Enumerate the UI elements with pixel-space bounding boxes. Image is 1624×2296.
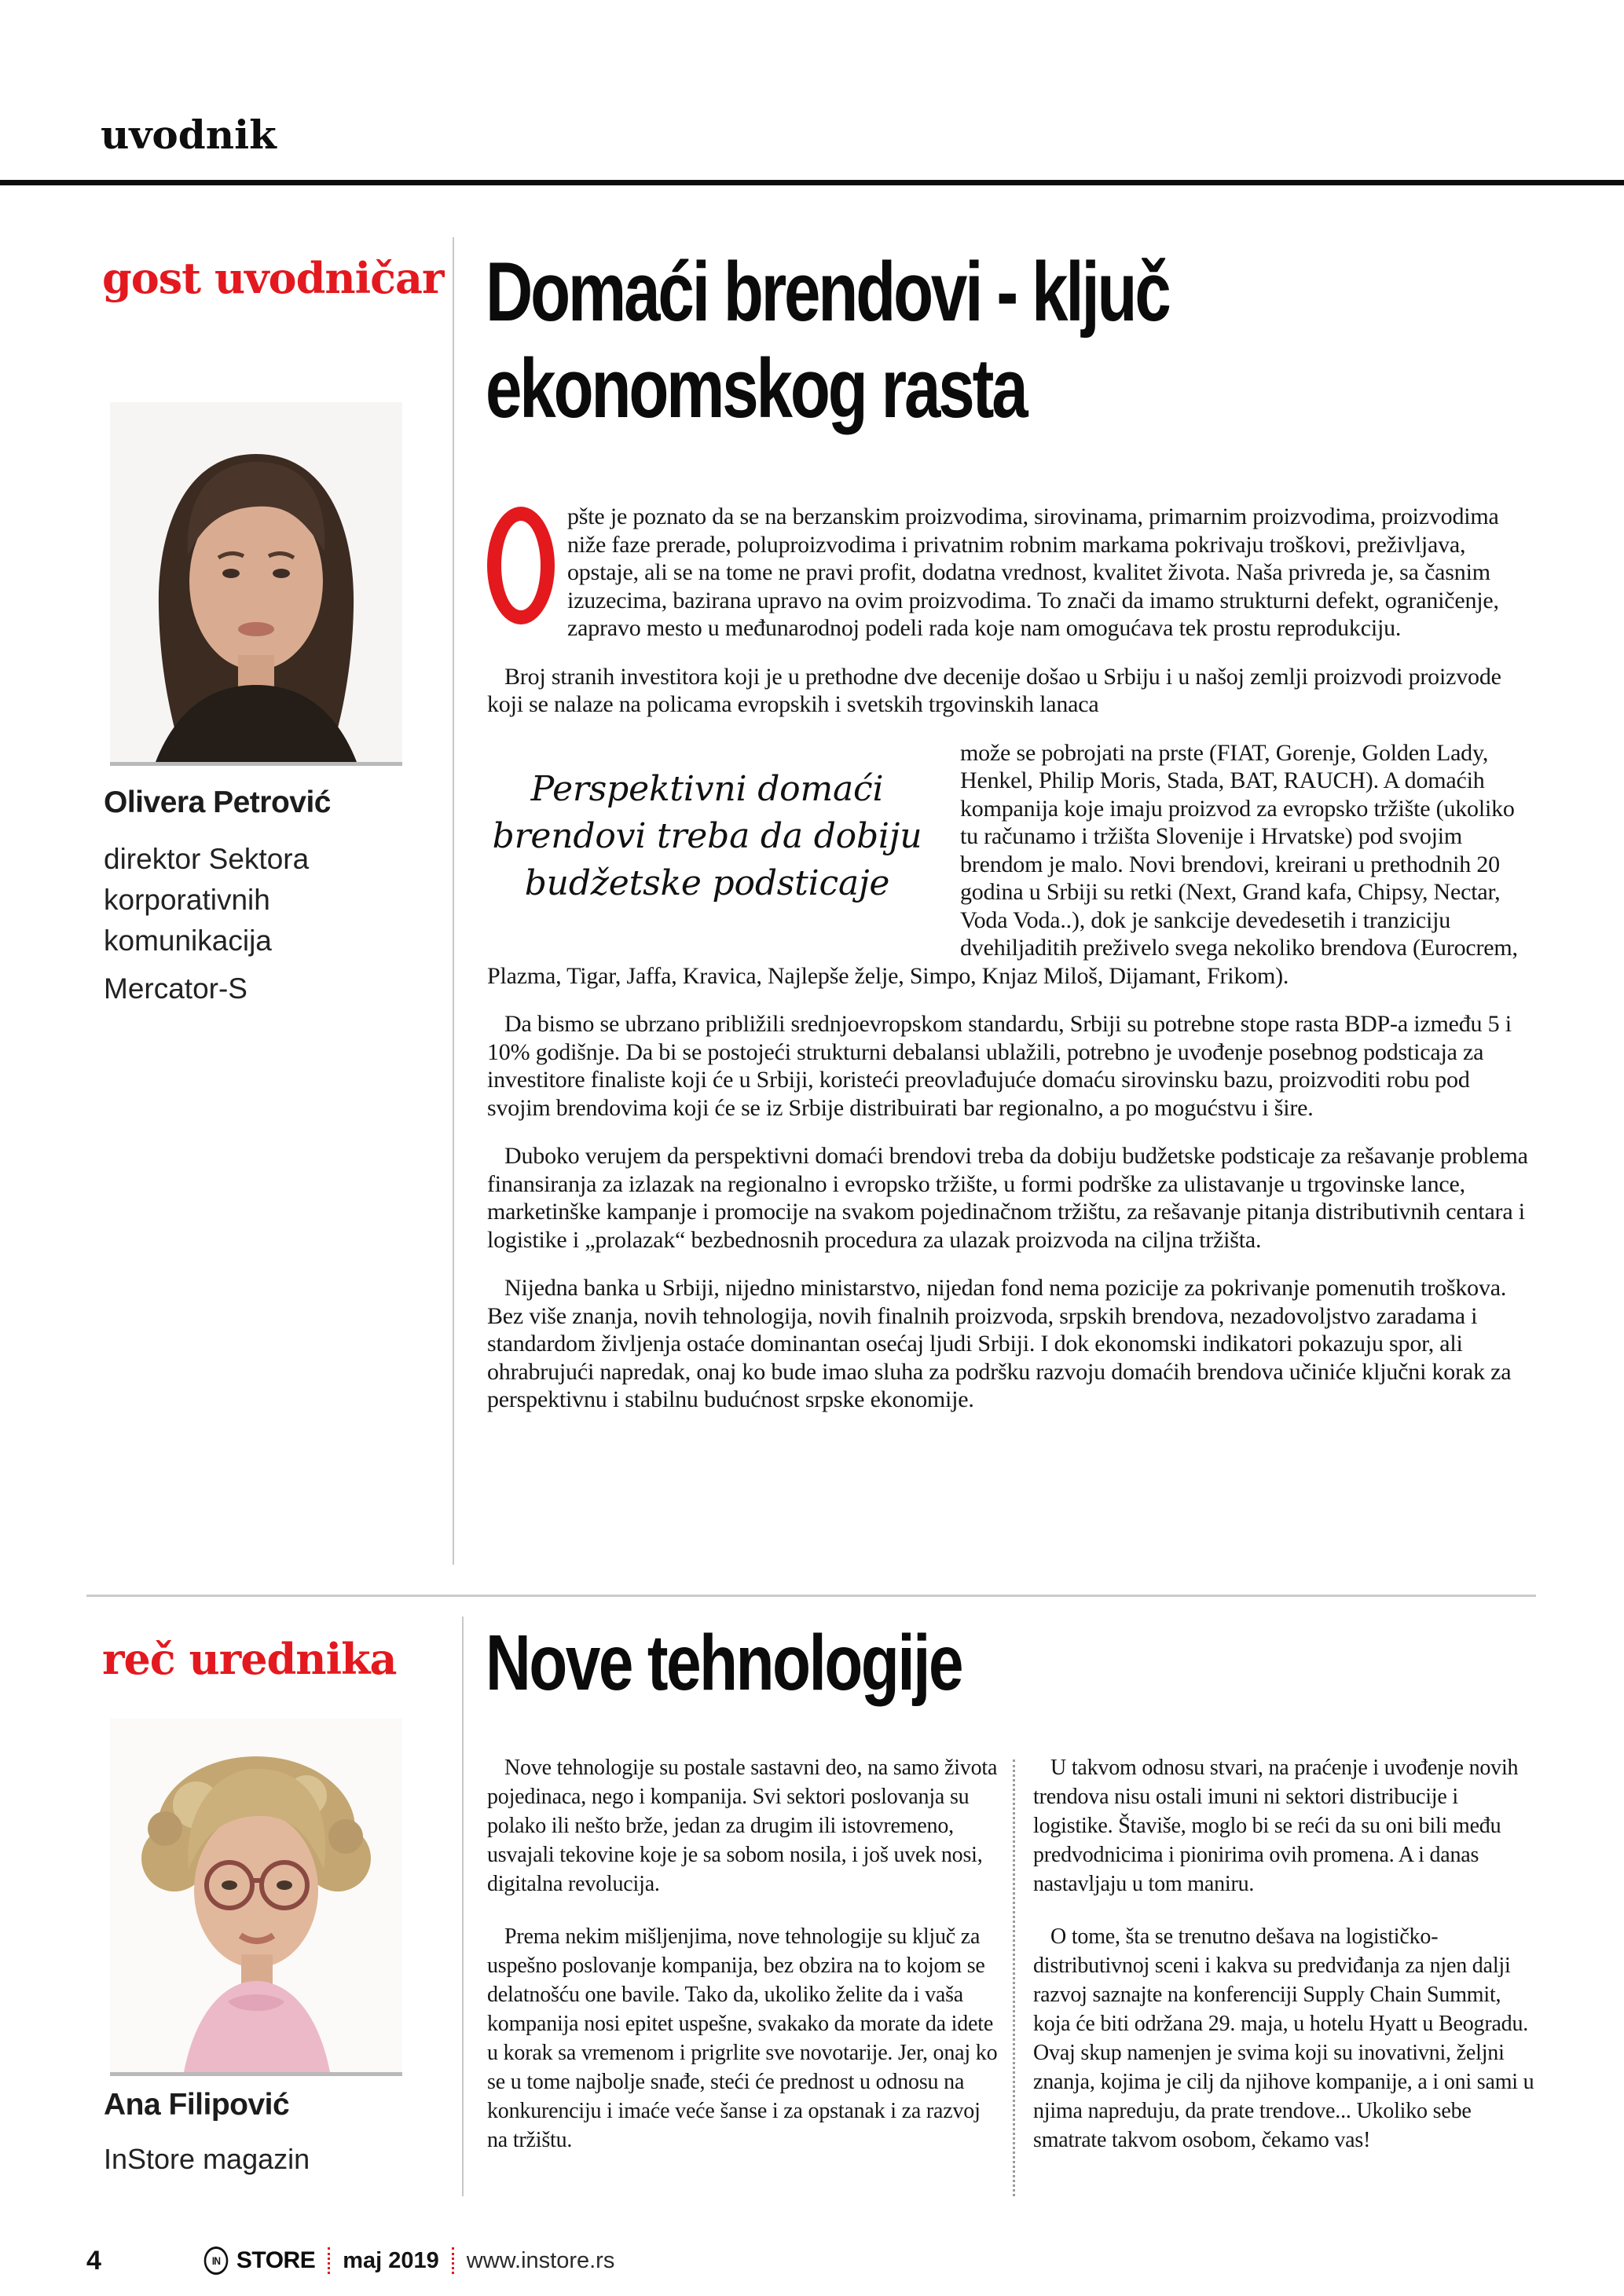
page-footer — [86, 2243, 614, 2278]
page-kicker: uvodnik — [101, 112, 277, 158]
article-body — [487, 503, 1536, 1434]
paragraph-2-rest: može se pobrojati na prste (FIAT, Gorenje, Golden Lady, Henkel, Philip Moris, Stada, BAT, RAUCH). A domaćih kompanija koje imaju proizvod za evropsko tržište (ukoliko tu računamo i tržišta Slovenije i Hrvatske) pod svojim brendom je malo. Novi brendovi, kreirani u prethodnih 20 godina u Srbiji su retki (Next, Grand kafa, Chipsy, Nectar, Voda Voda..), dok je sankcije devedesetih i tranziciju dvehiljaditih preživelo svega nekoliko brendova (Eurocrem, Plazma, Tigar, Jaffa, Kravica, Najlepše želje, Simpo, Knjaz Miloš, Dijamant, Frikom). — [487, 739, 1518, 989]
editor-right-paragraph-2: O tome, šta se trenutno dešava na logističko-distributivnoj sceni i kakva su predviđanja za njen dalji razvoj saznajte na konferenciji Supply Chain Summit, koja će biti održana 29. maja, u hotelu Hyatt u Beogradu. Ovaj skup namenjen je svima koji su inovativni, željni znanja, kojima je cilj da njihove kompanije, a i oni sami u njima napreduju, da prate trendove... Ukoliko sebe smatrate takvom osobom, čekamo vas! — [1033, 1924, 1534, 2152]
paragraph-2-intro: Broj stranih investitora koji je u prethodne dve decenije došao u Srbiju i u našoj zemlji proizvodi proizvode koji se nalaze na policama evropskih i svetskih trgovinskih lanaca — [487, 663, 1501, 717]
column-divider-bottom — [462, 1617, 464, 2196]
portrait-ana-photo — [110, 1719, 402, 2076]
guest-author-company: Mercator-S — [104, 972, 247, 1005]
lead-paragraph — [487, 503, 1536, 643]
pull-quote: Perspektivni domaći brendovi treba da dobiju budžetske podsticaje — [492, 768, 922, 903]
top-rule — [0, 180, 1624, 185]
dropcap-o — [487, 507, 555, 624]
website-link[interactable]: www.instore.rs — [466, 2247, 615, 2273]
editor-column-left — [487, 1753, 1002, 2178]
guest-author-role: direktor Sektora korporativnih komunikacija — [104, 843, 310, 957]
editor-left-paragraph-1: Nove tehnologije su postale sastavni deo, na samo života pojedinaca, nego i kompanija. Svi sektori poslovanja su polako ili nešto brže, jedan za drugim ili istovremeno, usvajali tekovine koje je sa sobom nosila, i još uvek nosi, digitalna revolucija. — [487, 1756, 998, 1896]
portrait-olivera-photo — [110, 402, 402, 766]
page-number: 4 — [86, 2245, 101, 2276]
lead-paragraph-text: pšte je poznato da se na berzanskim proizvodima, sirovinama, primarnim proizvodima, proizvodima niže faze prerade, poluproizvodima i privatnim robnim markama pokrivaju troškovi, preživljava, opstaje, ali se na tome ne pravi profit, dodatna vrednost, kvalitet života. Naša privreda je, sa časnim izuzecima, bazirana upravo na ovim proizvodima. To znači da imamo strukturni defekt, ograničenje, zapravo mesto u međunarodnoj podeli rada koje nam omogućava tek prostu reprodukciju. — [567, 504, 1499, 641]
issue-date: maj 2019 — [343, 2247, 439, 2273]
editor-author-name: Ana Filipović — [104, 2088, 290, 2122]
dotted-column-divider — [1013, 1760, 1015, 2196]
editor-right-paragraph-1: U takvom odnosu stvari, na praćenje i uvođenje novih trendova nisu ostali imuni ni sektori distribucije i logistike. Štaviše, moglo bi se reći da su oni bili među predvodnicima i pionirima ovih promena. A i danas nastavljaju u tom maniru. — [1033, 1756, 1519, 1896]
editor-section-label: reč urednika — [102, 1634, 397, 1684]
footer-separator-icon — [452, 2247, 454, 2274]
paragraph-5: Nijedna banka u Srbiji, nijedno ministarstvo, nijedan fond nema pozicije za pokrivanje pomenutih troškova. Bez više znanja, novih tehnologija, novih finalnih proizvoda, srpskih brendova, nezadovoljstvo zaradama i standardom življenja ostaće dominantan osećaj ljudi Srbiji. I dok ekonomski indikatori pokazuju spor, ali ohrabrujući napredak, onaj ko bude imao sluha za podršku razvoju domaćih brendova učiniće ključni korak za perspektivnu i stabilnu budućnost srpske ekonomije. — [487, 1275, 1512, 1412]
instore-logo-text: STORE — [236, 2247, 316, 2273]
editor-author-company: InStore magazin — [104, 2143, 310, 2175]
section-divider — [86, 1595, 1536, 1597]
portrait-ana-illustration — [110, 1719, 402, 2072]
editor-title: Nove tehnologije — [486, 1619, 962, 1707]
instore-logo-mark-icon: IN — [204, 2247, 229, 2275]
guest-author-name: Olivera Petrović — [104, 785, 331, 819]
paragraph-3: Da bismo se ubrzano približili srednjoevropskom standardu, Srbiji su potrebne stope rasta BDP-a između 5 i 10% godišnje. Da bi se postojeći strukturni debalansi ublažili, potrebno je uvođenje posebnog podsticaja za investitore finaliste koji će u Srbiji, koristeći preovlađujuće domaću sirovinsku bazu, proizvoditi robu pod svojim brendovima koji će se iz Srbije distribuirati bar regionalno, a po mogućstvu i šire. — [487, 1011, 1512, 1121]
guest-section-label: gost uvodničar — [102, 253, 444, 303]
article-title-line-1: Domaći brendovi - ključ — [486, 244, 1169, 339]
portrait-olivera-illustration — [110, 402, 402, 762]
article-title-line-2: ekonomskog rasta — [486, 341, 1026, 435]
article-title — [486, 244, 1466, 437]
editor-left-paragraph-2: Prema nekim mišljenjima, nove tehnologije su ključ za uspešno poslovanje kompanija, bez obzira na to kojom se delatnošću one bavile. Tako da, ukoliko želite da i vaša kompanija nosi epitet uspešne, svakako da morate da idete u korak sa vremenom i prigrlite sve novotarije. Jer, onaj ko se u tome najbolje snađe, steći će prednost u odnosu na konkurenciju i imaće veće šanse i za opstanak i za razvoj na tržištu. — [487, 1924, 998, 2152]
paragraph-2-wrap — [487, 739, 1536, 1011]
paragraph-4: Duboko verujem da perspektivni domaći brendovi treba da dobiju budžetske podsticaje za rešavanje problema finansiranja za izlazak na regionalno i evropsko tržište, u formi podrške za ulistavanje u trgovinske lance, marketinške kampanje i promocije na svakom pojedinačnom tržištu, za rešavanje pitanja distributivnih centara i logistike i „prolazak“ bezbednosnih procedura za ulazak proizvoda na ciljna tržišta. — [487, 1143, 1528, 1253]
editor-column-right — [1033, 1753, 1536, 2178]
footer-separator-icon — [328, 2247, 330, 2274]
column-divider-top — [453, 237, 454, 1565]
instore-logo — [202, 2247, 315, 2275]
